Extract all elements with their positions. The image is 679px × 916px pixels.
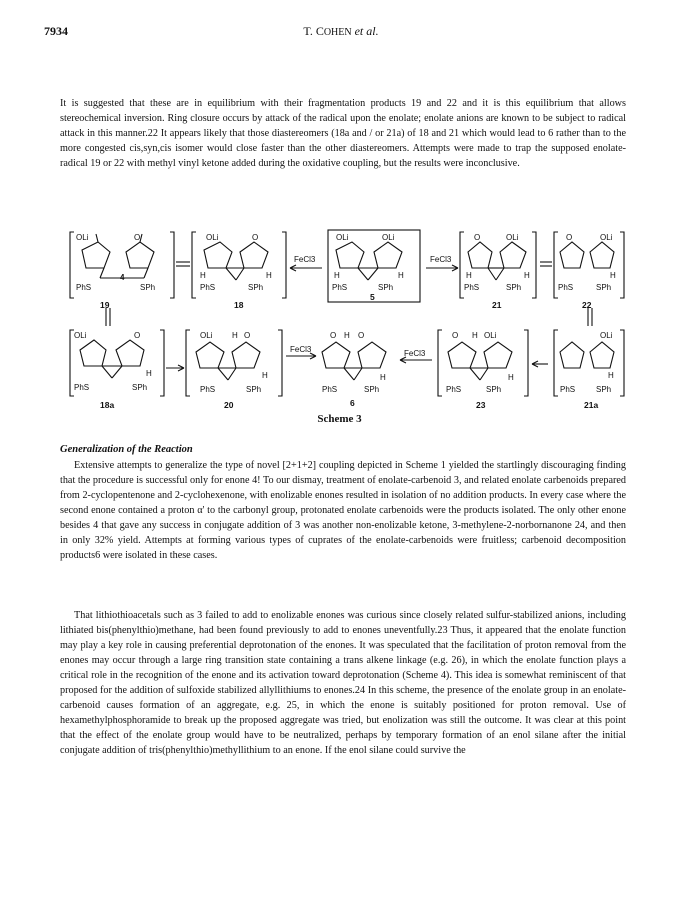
scheme-3-figure <box>60 228 626 418</box>
ring-19b <box>126 242 154 268</box>
label-H-5a: H <box>334 271 340 280</box>
label-SPh-21: SPh <box>506 283 522 292</box>
section-heading: Generalization of the Reaction <box>60 444 193 455</box>
label-SPh-21a: SPh <box>596 385 612 394</box>
label-OLi-5a: OLi <box>336 233 349 242</box>
label-SPh-19: SPh <box>140 283 156 292</box>
label-PhS-21a: PhS <box>560 385 576 394</box>
author-name-smallcaps: OHEN <box>323 27 352 38</box>
label-H-5b: H <box>398 271 404 280</box>
label-OLi-21a: OLi <box>600 331 613 340</box>
scheme-3-svg <box>60 228 626 413</box>
compound-number-21a: 21a <box>584 400 599 410</box>
label-OLi-20: OLi <box>200 331 213 340</box>
label-H-18a: H <box>200 271 206 280</box>
label-OLi-22: OLi <box>600 233 613 242</box>
compound-number-21: 21 <box>492 300 502 310</box>
compound-number-22: 22 <box>582 300 592 310</box>
label-SPh-22: SPh <box>596 283 612 292</box>
label-OLi-18a: OLi <box>74 331 87 340</box>
label-OLi-5b: OLi <box>382 233 395 242</box>
label-SPh-20: SPh <box>246 385 262 394</box>
label-H-23-top: H <box>472 331 478 340</box>
label-H-18a-bottom: H <box>146 369 152 378</box>
label-PhS-22: PhS <box>558 283 574 292</box>
label-H-6: H <box>380 373 386 382</box>
label-FeCl3-bottom-1: FeCl3 <box>290 345 312 354</box>
label-H-20-top: H <box>232 331 238 340</box>
label-SPh-6: SPh <box>364 385 380 394</box>
paragraph-lithiothioacetals: That lithiothioacetals such as 3 failed to add to enolizable enones was curious since closely related sulfur-stabilized anions, including lithiated bis(phenylthio)methane, had been found previously to add to enones uneventfully.23 Thus, it appeared that the enolate function may play a key role in causing preferential deprotonation of the enones. It was speculated that the facilitation of proton removal from the enones may occur through a large ring transition state containing a trans alkene linkage (e.g. 26), in which the enolate function plays a critical role in the recognition of the enone and its activation toward deprotonation (Scheme 4). This idea is somewhat reminiscent of that proposed for the addition of sulfoxide stabilized allyllithiums to enones.24 In this scheme, the presence of the enolate group in an enolate-carbenoid causes formation of an aggregate, e.g. 25, in which the enone is suitably positioned for proton removal. Use of hexamethylphosphoramide to break up the proposed aggregate was tried, but enolization was still the outcome. It was clear at this point that the effect of the enolate group would have to be neutralized, perhaps by temporary formation of an enol silane after the initial conjugate addition of tris(phenylthio)methyllithium to an enone. If the enol silane could survive the <box>60 610 626 756</box>
label-PhS-5: PhS <box>332 283 348 292</box>
label-O-19: O <box>134 233 141 242</box>
bracket-left-19 <box>70 232 74 298</box>
label-PhS-20: PhS <box>200 385 216 394</box>
label-PhS-19: PhS <box>76 283 92 292</box>
label-SPh-18: SPh <box>248 283 264 292</box>
compound-number-20: 20 <box>224 400 234 410</box>
paragraph-equilibrium: It is suggested that these are in equilibrium with their fragmentation products 19 and 22 and it is this equilibrium that allows stereochemical inversion. Ring closure occurs by attack of the radical upon the enolate; enolate anions are known to be subject to radical attack in this manner.22 It appears likely that those diastereomers (18a and / or 21a) of 18 and 21 which would lead to 6 rather than to the more congested cis,syn,cis isomer would close faster than the other diastereomers. Attempts were made to trap the supposed enolate-radical 19 or 22 with methyl vinyl ketone added during the oxidative coupling, but the results were inconclusive. <box>60 98 626 169</box>
label-O-6: O <box>330 331 337 340</box>
label-PhS-18: PhS <box>200 283 216 292</box>
label-H-21a: H <box>608 371 614 380</box>
scheme-caption: Scheme 3 <box>317 413 362 425</box>
label-H-21b: H <box>524 271 530 280</box>
label-FeCl3-top-1: FeCl3 <box>294 255 316 264</box>
label-OLi-23: OLi <box>484 331 497 340</box>
label-PhS-6: PhS <box>322 385 338 394</box>
author-initial: T. C <box>303 24 324 38</box>
compound-number-18: 18 <box>234 300 244 310</box>
label-4-19: 4 <box>120 273 125 282</box>
label-OLi-18: OLi <box>206 233 219 242</box>
label-OLi-21: OLi <box>506 233 519 242</box>
label-PhS-23: PhS <box>446 385 462 394</box>
label-H-18b: H <box>266 271 272 280</box>
compound-number-19: 19 <box>100 300 110 310</box>
label-FeCl3-bottom-2: FeCl3 <box>404 349 426 358</box>
label-O-20: O <box>244 331 251 340</box>
label-H-22: H <box>610 271 616 280</box>
label-PhS-18a: PhS <box>74 383 90 392</box>
label-O-21: O <box>474 233 481 242</box>
label-O-23: O <box>452 331 459 340</box>
bracket-right-19 <box>170 232 174 298</box>
label-O-6b: O <box>358 331 365 340</box>
compound-number-6: 6 <box>350 398 355 408</box>
running-header <box>44 24 638 42</box>
label-SPh-18a: SPh <box>132 383 148 392</box>
label-H-23: H <box>508 373 514 382</box>
et-al: et al. <box>351 24 379 38</box>
label-H-6-top: H <box>344 331 350 340</box>
label-SPh-5: SPh <box>378 283 394 292</box>
label-H-20: H <box>262 371 268 380</box>
compound-number-5: 5 <box>370 292 375 302</box>
label-O-22: O <box>566 233 573 242</box>
running-title <box>44 24 638 39</box>
paragraph-generalization: Extensive attempts to generalize the type of novel [2+1+2] coupling depicted in Scheme 1 yielded the startlingly discouraging finding that the procedure is successful only for enone 4! To our dismay, treatment of enolate-carbenoid 3, and related enolate carbenoids prepared from 2-cyclopentenone and 2-cyclohexenone, with enolizable enones resulted in isolation of no addition products. In every case where the second enone contained a proton α' to the carbonyl group, protonated enolate carbenoids were the products isolated. The only other enone besides 4 that gave any success in conjugate addition of 3 was another non-enolizable ketone, 3-methylene-2-norbornanone 24, and then in only 32% yield. Attempts at forming various types of cuprates of the enolate-carbenoids were fruitless; carbenoid decomposition products6 were isolated in these cases. <box>60 460 626 561</box>
label-SPh-23: SPh <box>486 385 502 394</box>
label-FeCl3-top-2: FeCl3 <box>430 255 452 264</box>
label-PhS-21: PhS <box>464 283 480 292</box>
page-number: 7934 <box>44 24 68 38</box>
ring-19a <box>82 242 110 268</box>
label-H-21a: H <box>466 271 472 280</box>
compound-number-23: 23 <box>476 400 486 410</box>
label-O-18: O <box>252 233 259 242</box>
label-O-18a: O <box>134 331 141 340</box>
label-OLi-19: OLi <box>76 233 89 242</box>
compound-number-18a: 18a <box>100 400 115 410</box>
